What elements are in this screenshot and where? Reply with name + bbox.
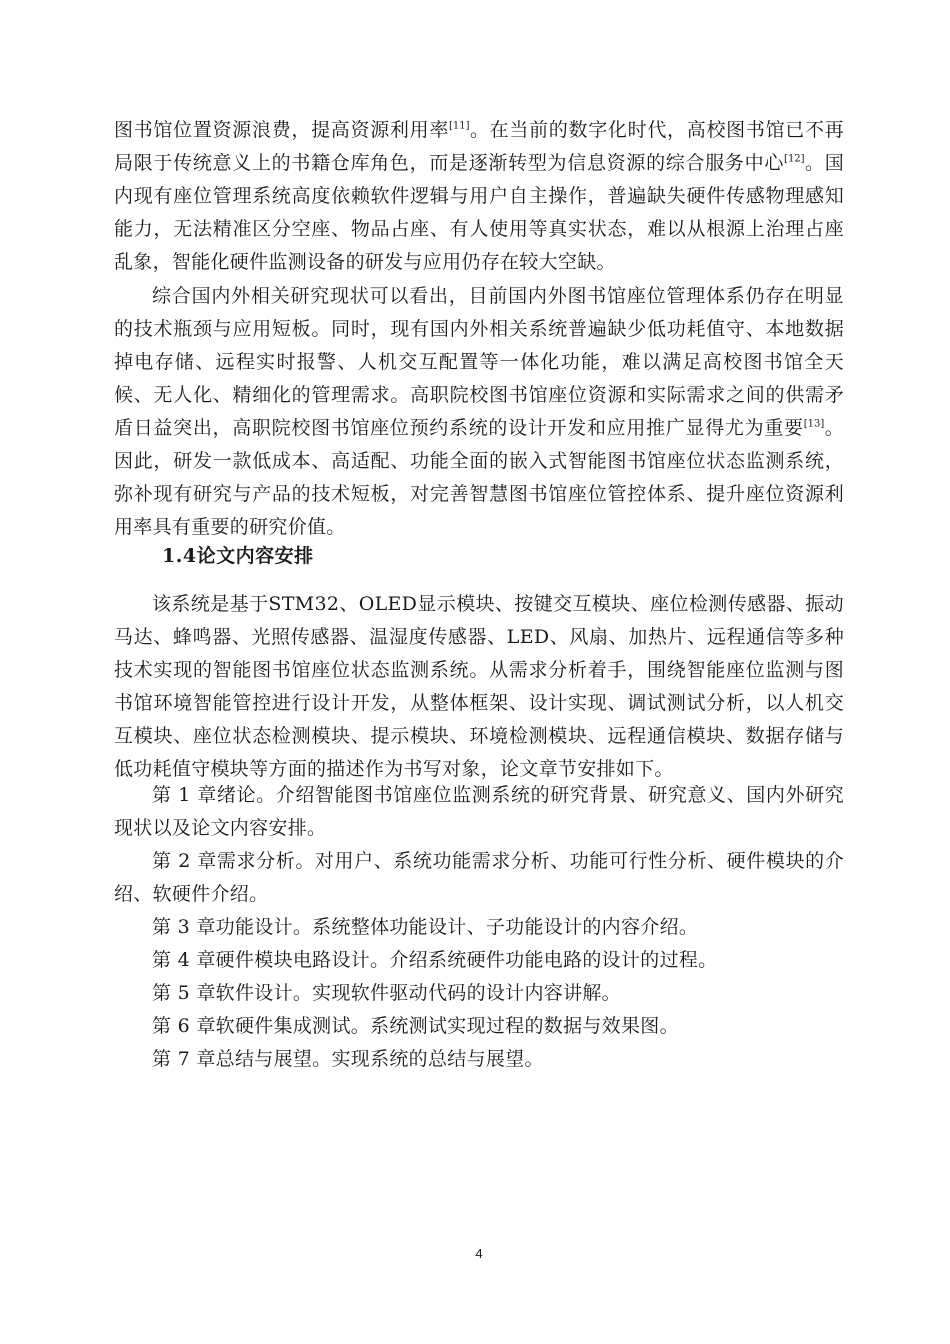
- paragraph-text: 综合国内外相关研究现状可以看出，目前国内外图书馆座位管理体系仍存在明显的技术瓶颈与应用短板。同时，现有国内外相关系统普遍缺少低功耗值守、本地数据掉电存储、远程实时报警、人机交互配置等一体化功能，难以满足高校图书馆全天候、无人化、精细化的管理需求。高职院校图书馆座位资源和实际需求之间的供需矛盾日益突出，高职院校图书馆座位预约系统的设计开发和应用推广显得尤为重要: [114, 285, 844, 439]
- chapter-list: [114, 779, 844, 1076]
- page-number: 4: [475, 1246, 483, 1261]
- body-paragraph: [114, 114, 844, 279]
- chapter-item: 第 6 章软硬件集成测试。系统测试实现过程的数据与效果图。: [152, 1015, 679, 1037]
- paragraph-text: 。因此，研发一款低成本、高适配、功能全面的嵌入式智能图书馆座位状态监测系统，弥补现有研究与产品的技术短板，对完善智慧图书馆座位管控体系、提升座位资源利用率具有重要的研究价值。: [114, 417, 844, 538]
- citation-ref: [11]: [449, 120, 470, 132]
- citation-ref: [13]: [803, 418, 825, 430]
- section-heading: [114, 540, 314, 573]
- chapter-item: 第 1 章绪论。介绍智能图书馆座位监测系统的研究背景、研究意义、国内外研究现状以及论文内容安排。: [114, 784, 844, 839]
- chapter-item: 第 5 章软件设计。实现软件驱动代码的设计内容讲解。: [152, 982, 621, 1004]
- chapter-item: 第 7 章总结与展望。实现系统的总结与展望。: [152, 1048, 544, 1070]
- body-paragraph: [114, 280, 844, 544]
- chapter-item: 第 4 章硬件模块电路设计。介绍系统硬件功能电路的设计的过程。: [152, 949, 718, 971]
- paragraph-text: 。在当前的数字化时代，高校图书馆已不再局限于传统意义上的书籍仓库角色，而是逐渐转型为信息资源的综合服务中心: [114, 119, 844, 174]
- section-title: 论文内容安排: [196, 545, 314, 567]
- citation-ref: [12]: [784, 153, 805, 165]
- chapter-item: 第 2 章需求分析。对用户、系统功能需求分析、功能可行性分析、硬件模块的介绍、软硬件介绍。: [114, 850, 844, 905]
- section-intro-paragraph: 该系统是基于STM32、OLED显示模块、按键交互模块、座位检测传感器、振动马达、蜂鸣器、光照传感器、温湿度传感器、LED、风扇、加热片、远程通信等多种技术实现的智能图书馆座位状态监测系统。从需求分析着手，围绕智能座位监测与图书馆环境智能管控进行设计开发，从整体框架、设计实现、调试测试分析，以人机交互模块、座位状态检测模块、提示模块、环境检测模块、远程通信模块、数据存储与低功耗值守模块等方面的描述作为书写对象，论文章节安排如下。: [114, 593, 844, 780]
- paragraph-text: 图书馆位置资源浪费，提高资源利用率: [114, 119, 450, 141]
- section-number: 1.4: [162, 545, 197, 567]
- chapter-item: 第 3 章功能设计。系统整体功能设计、子功能设计的内容介绍。: [152, 916, 699, 938]
- paragraph-text: 。国内现有座位管理系统高度依赖软件逻辑与用户自主操作，普遍缺失硬件传感物理感知能力，无法精准区分空座、物品占座、有人使用等真实状态，难以从根源上治理占座乱象，智能化硬件监测设备的研发与应用仍存在较大空缺。: [114, 152, 844, 273]
